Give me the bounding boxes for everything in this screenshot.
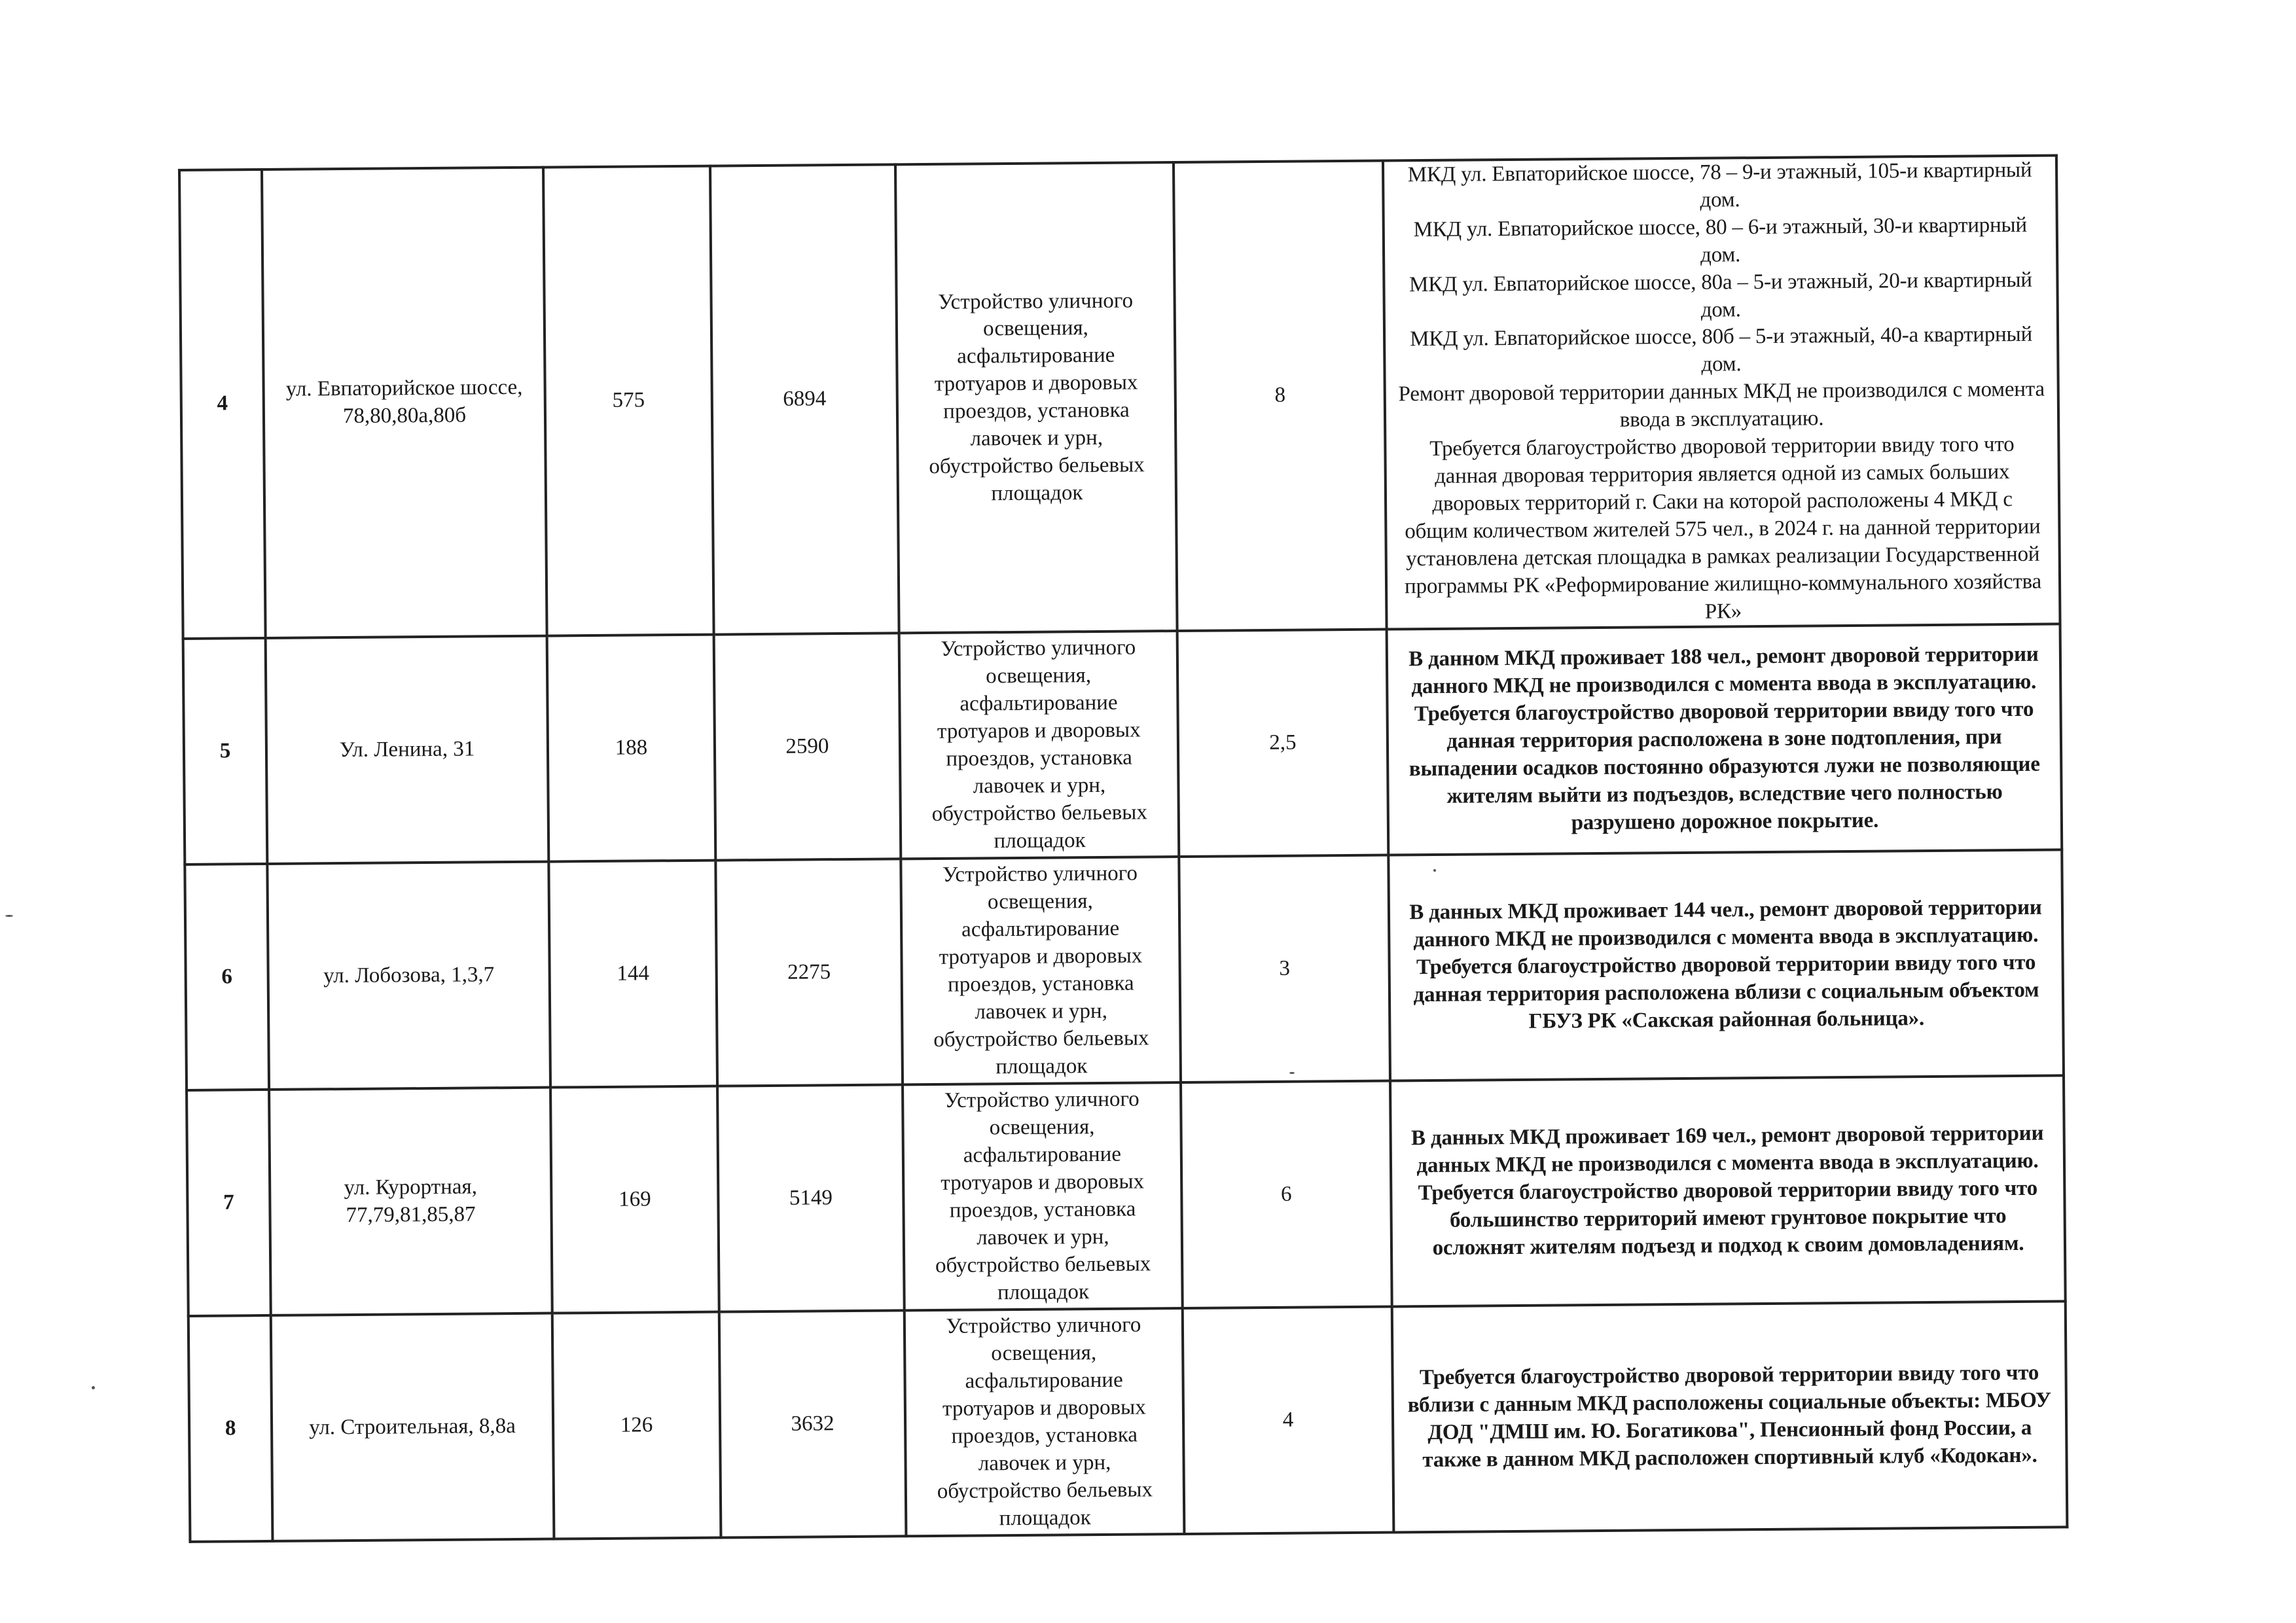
justification-line: Требуется благоустройство дворовой территории ввиду того что данная дворовая территория является одной из самых больших дворовых территорий г. Саки на которой расположены 4 МКД с общим количеством жителей 575 чел., в 2024 г. на данной территории установлена детская площадка в рамках реализации Государственной программы РК «Реформирование жилищно-коммунального хозяйства РК»	[1404, 433, 2042, 624]
row-number: 8	[188, 1315, 273, 1542]
justification-line: В данном МКД проживает 188 чел., ремонт дворовой территории данного МКД не производился с момента ввода в эксплуатацию.	[1408, 642, 2039, 699]
works-cell: Устройство уличного освещения, асфальтирование тротуаров и дворовых проездов, установка лавочек и урн, обустройство бельевых площадок	[903, 1082, 1183, 1310]
justification-line: МКД ул. Евпаторийское шоссе, 80а – 5-и этажный, 20-и квартирный дом.	[1408, 268, 2032, 322]
justification-line: МКД ул. Евпаторийское шоссе, 78 – 9-и этажный, 105-и квартирный дом.	[1407, 158, 2032, 212]
residents-cell: 144	[548, 861, 717, 1088]
table-row	[179, 155, 2060, 639]
justification-line: Требуется благоустройство дворовой территории ввиду того что данная территория расположена вблизи с социальным объектом ГБУЗ РК «Сакская районная больница».	[1413, 950, 2039, 1033]
justification-cell	[1392, 1302, 2068, 1533]
justification-cell	[1390, 1076, 2066, 1307]
justification-line: Требуется благоустройство дворовой территории ввиду того что вблизи с данным МКД расположены социальные объекты: МБОУ ДОД "ДМШ им. Ю. Богатикова", Пенсионный фонд России, а также в данном МКД расположен спортивный клуб «Кодокан».	[1407, 1361, 2052, 1472]
area-cell: 2275	[715, 859, 903, 1086]
justification-line: Ремонт дворовой территории данных МКД не производился с момента ввода в эксплуатацию.	[1398, 377, 2045, 432]
justification-cell	[1388, 850, 2064, 1081]
justification-line: Требуется благоустройство дворовой территории ввиду того что данная территория расположена в зоне подтопления, при выпадении осадков постоянно образуются лужи не позволяющие жителям выйти из подъездов, вследствие чего полностью разрушено дорожное покрытие.	[1408, 697, 2040, 834]
courtyard-registry-table	[178, 154, 2068, 1543]
area-cell: 5149	[717, 1085, 905, 1312]
works-cell: Устройство уличного освещения, асфальтирование тротуаров и дворовых проездов, установка лавочек и урн, обустройство бельевых площадок	[901, 857, 1181, 1084]
area-cell: 2590	[714, 633, 901, 861]
justification-line: В данных МКД проживает 144 чел., ремонт дворовой территории данного МКД не производился с момента ввода в эксплуатацию.	[1409, 895, 2042, 952]
table-row	[183, 624, 2062, 865]
scan-speck	[92, 1386, 95, 1389]
justification-line: МКД ул. Евпаторийское шоссе, 80б – 5-и этажный, 40-а квартирный дом.	[1410, 323, 2033, 377]
address-cell: ул. Евпаторийское шоссе, 78,80,80а,80б	[262, 168, 547, 639]
justification-line: В данных МКД проживает 169 чел., ремонт дворовой территории данных МКД не производился с момента ввода в эксплуатацию.	[1410, 1121, 2044, 1178]
cost-cell: 4	[1183, 1307, 1394, 1535]
works-cell: Устройство уличного освещения, асфальтирование тротуаров и дворовых проездов, установка лавочек и урн, обустройство бельевых площадок	[899, 631, 1179, 859]
cost-cell: 6	[1181, 1081, 1392, 1309]
residents-cell: 575	[543, 166, 714, 636]
cost-cell: 2,5	[1177, 630, 1389, 857]
table-row	[185, 850, 2064, 1091]
works-cell: Устройство уличного освещения, асфальтирование тротуаров и дворовых проездов, установка лавочек и урн, обустройство бельевых площадок	[905, 1308, 1185, 1536]
address-cell: Ул. Ленина, 31	[266, 636, 549, 864]
works-cell: Устройство уличного освещения, асфальтирование тротуаров и дворовых проездов, установка лавочек и урн, обустройство бельевых площадок	[895, 162, 1177, 633]
justification-line: МКД ул. Евпаторийское шоссе, 80 – 6-и этажный, 30-и квартирный дом.	[1413, 213, 2028, 267]
justification-cell	[1383, 155, 2060, 629]
row-number: 7	[187, 1090, 271, 1316]
row-number: 6	[185, 864, 269, 1090]
address-cell: ул. Строительная, 8,8а	[271, 1313, 554, 1541]
cost-cell: 3	[1179, 855, 1390, 1083]
address-cell: ул. Лобозова, 1,3,7	[267, 862, 550, 1090]
residents-cell: 126	[552, 1312, 721, 1539]
table-row	[187, 1076, 2066, 1317]
scan-speck	[5, 915, 13, 917]
area-cell: 6894	[710, 164, 899, 635]
table-row	[188, 1302, 2068, 1543]
address-cell: ул. Курортная, 77,79,81,85,87	[269, 1088, 552, 1315]
residents-cell: 169	[550, 1086, 719, 1313]
row-number: 4	[179, 169, 266, 639]
cost-cell: 8	[1174, 161, 1387, 632]
area-cell: 3632	[719, 1311, 906, 1538]
row-number: 5	[183, 638, 268, 865]
residents-cell: 188	[547, 635, 716, 862]
justification-line: Требуется благоустройство дворовой территории ввиду того что большинство территорий имеют грунтовое покрытие что осложнят жителям подъезд и подход к своим домовладениям.	[1418, 1176, 2038, 1260]
justification-cell	[1387, 624, 2062, 855]
table-wrapper	[178, 154, 2066, 1543]
